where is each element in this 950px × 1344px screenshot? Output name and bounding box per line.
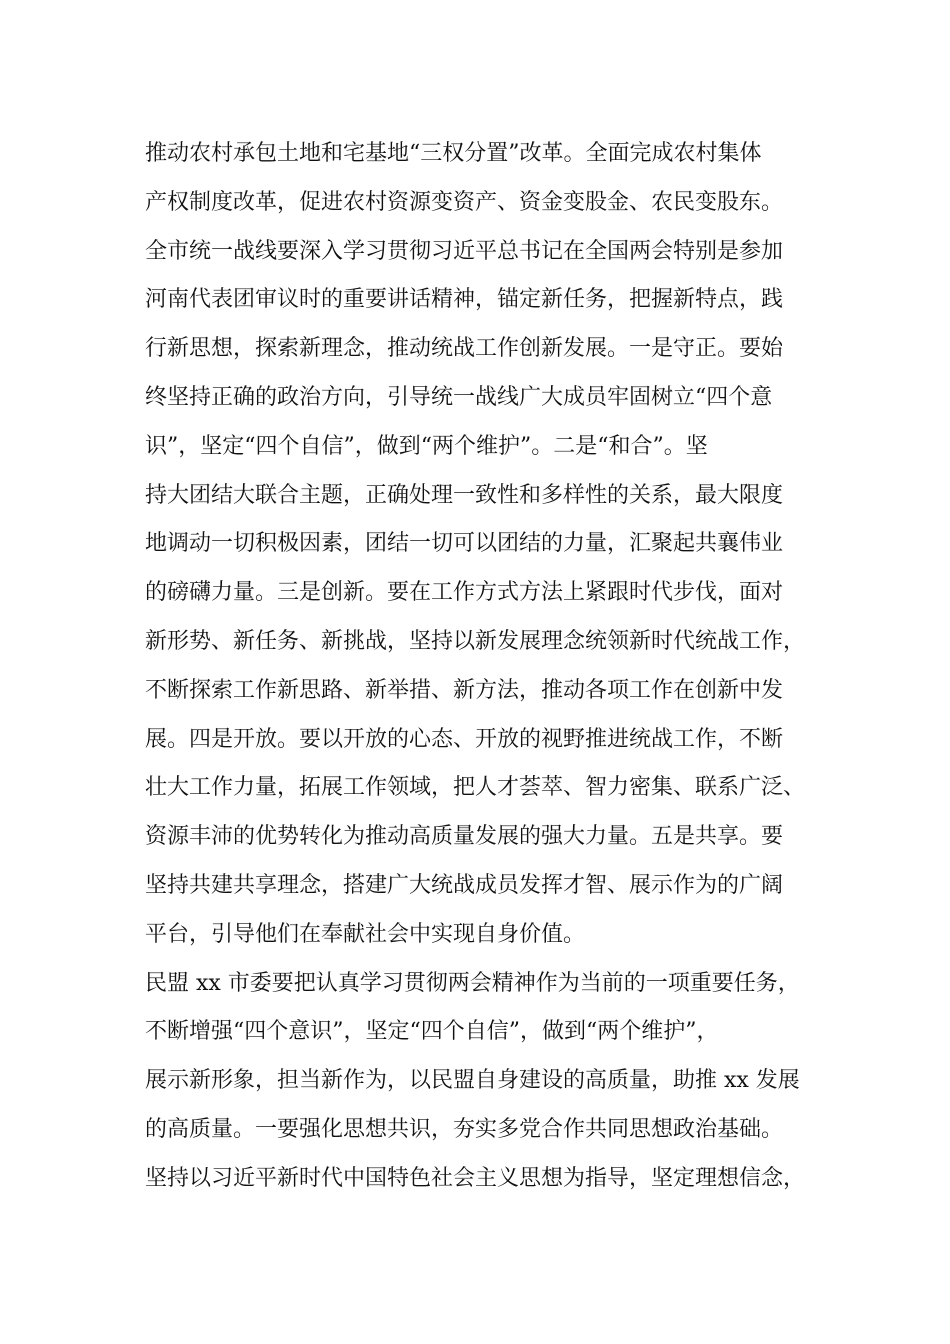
text-line: 坚持共建共享理念，搭建广大统战成员发挥才智、展示作为的广阔 (145, 872, 784, 898)
document-body (145, 130, 810, 1204)
text-line: 的高质量。一要强化思想共识，夯实多党合作共同思想政治基础。 (145, 1116, 784, 1142)
text-line: 展。四是开放。要以开放的心态、开放的视野推进统战工作，不断 (145, 726, 784, 752)
text-line: 持大团结大联合主题，正确处理一致性和多样性的关系，最大限度 (145, 482, 784, 508)
text-line: 不断探索工作新思路、新举措、新方法，推动各项工作在创新中发 (145, 677, 784, 703)
text-line: 新形势、新任务、新挑战，坚持以新发展理念统领新时代统战工作， (145, 628, 806, 654)
text-line: 壮大工作力量，拓展工作领域，把人才荟萃、智力密集、联系广泛、 (145, 775, 806, 801)
text-line: 资源丰沛的优势转化为推动高质量发展的强大力量。五是共享。要 (145, 824, 784, 850)
text-line: 行新思想，探索新理念，推动统战工作创新发展。一是守正。要始 (145, 336, 784, 362)
text-line: 平台，引导他们在奉献社会中实现自身价值。 (145, 921, 586, 947)
text-line: 的磅礴力量。三是创新。要在工作方式方法上紧跟时代步伐，面对 (145, 580, 784, 606)
text-line: 不断增强“四个意识”，坚定“四个自信”，做到“两个维护”， (145, 1019, 719, 1045)
text-line: 产权制度改革，促进农村资源变资产、资金变股金、农民变股东。 (145, 189, 784, 215)
text-line: 推动农村承包土地和宅基地“三权分置”改革。全面完成农村集体 (145, 141, 762, 166)
text-line: 识”，坚定“四个自信”，做到“两个维护”。二是“和合”。坚 (145, 433, 708, 459)
text-line: 展示新形象，担当新作为，以民盟自身建设的高质量，助推 xx 发展 (145, 1068, 800, 1094)
text-line: 民盟 xx 市委要把认真学习贯彻两会精神作为当前的一项重要任务， (145, 970, 800, 996)
text-line: 河南代表团审议时的重要讲话精神，锚定新任务，把握新特点，践 (145, 287, 784, 313)
text-line: 全市统一战线要深入学习贯彻习近平总书记在全国两会特别是参加 (145, 238, 784, 264)
text-line: 坚持以习近平新时代中国特色社会主义思想为指导，坚定理想信念， (145, 1165, 806, 1191)
text-line: 地调动一切积极因素，团结一切可以团结的力量，汇聚起共襄伟业 (145, 531, 784, 557)
text-line: 终坚持正确的政治方向，引导统一战线广大成员牢固树立“四个意 (145, 384, 773, 410)
